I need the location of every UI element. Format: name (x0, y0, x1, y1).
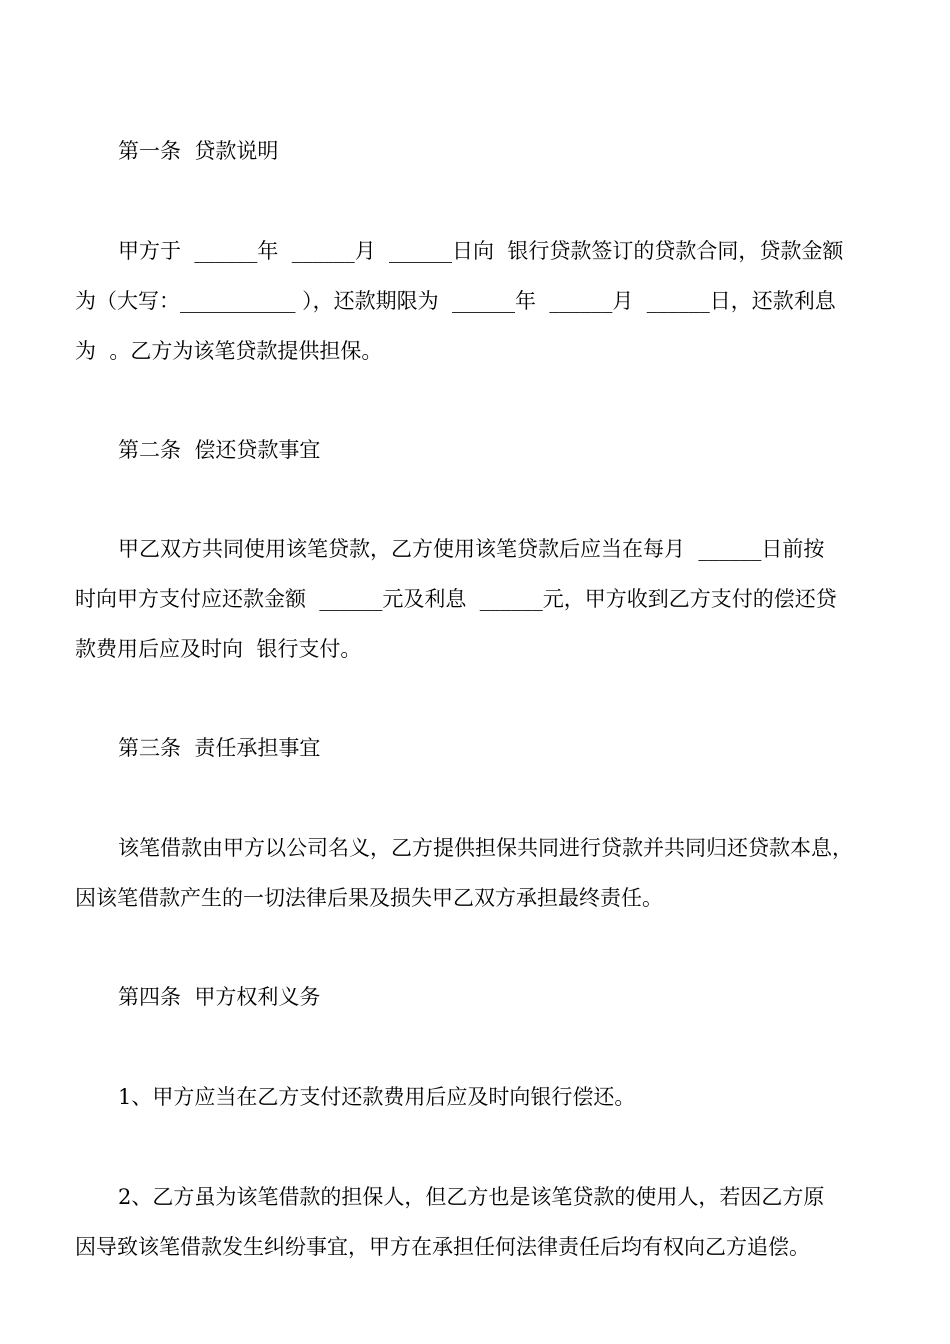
section3-line-2: 因该笔借款产生的一切法律后果及损失甲乙双方承担最终责任。 (75, 886, 663, 910)
section1-line-1: 甲方于 ______年 ______月 ______日向 银行贷款签订的贷款合同，贷款金额 (118, 239, 844, 263)
section1-heading: 第一条 贷款说明 (118, 139, 279, 163)
section4-item-2-line-2: 因导致该笔借款发生纠纷事宜，甲方在承担任何法律责任后均有权向乙方追偿。 (75, 1235, 810, 1259)
section3-line-1: 该笔借款由甲方以公司名义，乙方提供担保共同进行贷款并共同归还贷款本息， (118, 836, 853, 860)
section2-line-1: 甲乙双方共同使用该笔贷款，乙方使用该笔贷款后应当在每月 ______日前按 (118, 537, 825, 561)
section1-line-3: 为 。乙方为该笔贷款提供担保。 (75, 339, 383, 363)
section2-line-3: 款费用后应及时向 银行支付。 (75, 637, 362, 661)
section4-heading: 第四条 甲方权利义务 (118, 985, 321, 1009)
section4-item-2-line-1: 2、乙方虽为该笔借款的担保人，但乙方也是该笔贷款的使用人，若因乙方原 (118, 1185, 825, 1209)
section4-item-1: 1、甲方应当在乙方支付还款费用后应及时向银行偿还。 (118, 1085, 636, 1109)
section2-line-2: 时向甲方支付应还款金额 ______元及利息 ______元，甲方收到乙方支付的偿还贷 (75, 587, 837, 611)
section2-heading: 第二条 偿还贷款事宜 (118, 438, 321, 462)
section3-heading: 第三条 责任承担事宜 (118, 736, 321, 760)
section1-line-2: 为（大写：___________ ），还款期限为 ______年 ______月 ______日，还款利息 (75, 289, 836, 313)
